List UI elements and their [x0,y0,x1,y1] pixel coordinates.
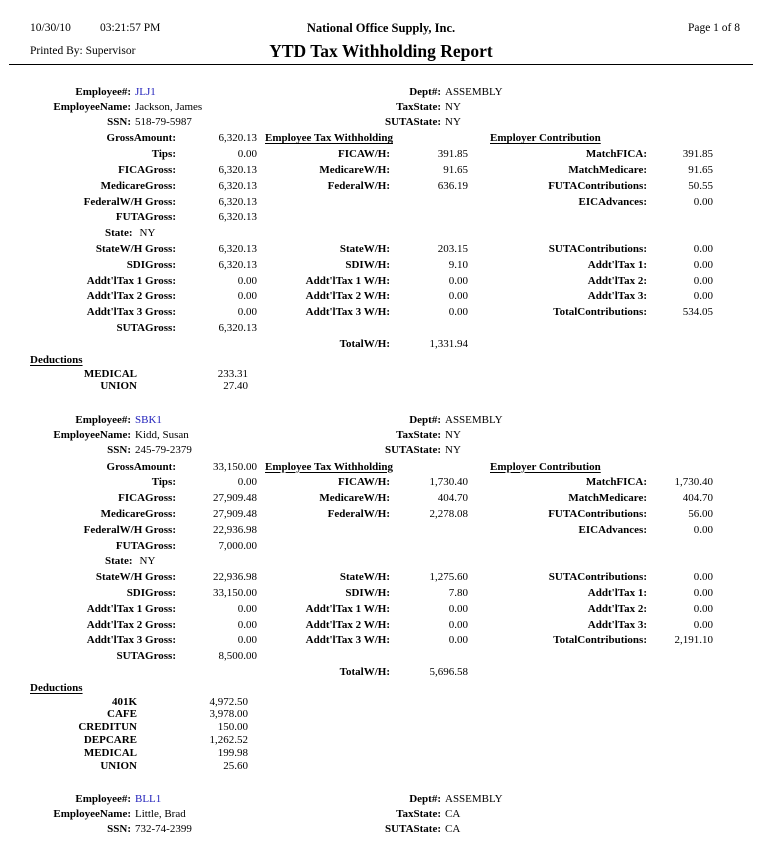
tax-row [30,274,742,290]
employee-no-label: Employee#: [75,86,131,98]
state-label: State: [105,227,133,240]
contribution-value: 0.00 [693,242,713,255]
withholding-value: 91.65 [443,163,468,176]
withholding-value: 391.85 [437,148,468,161]
gross-label: SDIGross: [126,586,176,599]
contribution-label: FUTAContributions: [548,179,647,192]
deduction-row [30,380,742,393]
dept-value: ASSEMBLY [445,86,503,98]
tax-row [30,163,742,179]
withholding-value: 7.80 [448,586,468,599]
deduction-row [30,368,742,381]
suta-state-label: SUTAState: [384,823,441,836]
dept-label: Dept#: [409,793,441,806]
tax-row [30,210,742,226]
employee-name-value: Kidd, Susan [135,428,189,441]
print-date: 10/30/10 [30,22,71,34]
gross-label: Addt'lTax 2 Gross: [86,290,176,303]
withholding-label: TotalW/H: [339,337,390,350]
state-inline [105,274,112,290]
gross-value: 6,320.13 [218,132,257,145]
withholding-label: TotalW/H: [339,665,390,678]
employee-ssn-row [30,443,742,458]
deduction-label: DEPCARE [83,734,137,747]
tax-row [30,305,742,321]
tax-state-value: NY [445,428,461,441]
gross-value: 0.00 [237,618,257,631]
employee-no-label: Employee#: [75,414,131,427]
withholding-label: FICAW/H: [338,148,390,161]
printed-by-label: Printed By: [30,45,83,57]
withholding-value: 636.19 [437,179,468,192]
gross-value: 6,320.13 [218,211,257,224]
withholding-value: 203.15 [437,242,468,255]
deductions-header: Deductions [30,681,83,694]
ssn-value: 518-79-5987 [135,115,192,128]
deduction-value: 150.00 [217,721,248,734]
deduction-label: CREDITUN [78,721,137,734]
tax-row [30,507,742,523]
gross-label: FUTAGross: [115,539,176,552]
report-header [0,0,762,66]
employee-no-link[interactable]: BLL1 [135,793,162,806]
employee-id-row [30,792,742,807]
tax-state-label: TaxState: [396,428,441,441]
tax-row [30,554,742,570]
state-inline [105,507,112,523]
deductions-rows [30,368,742,394]
state-inline [105,475,112,491]
employee-no-link[interactable]: SBK1 [135,414,162,427]
contribution-value: 56.00 [688,507,713,520]
withholding-label: Addt'lTax 2 W/H: [305,290,390,303]
withholding-value: 404.70 [437,492,468,505]
tax-state-label: TaxState: [396,100,441,113]
deduction-value: 233.31 [217,367,248,380]
withholding-label: Addt'lTax 2 W/H: [305,618,390,631]
contribution-value: 0.00 [693,523,713,536]
state-inline [105,460,112,476]
gross-label: StateW/H Gross: [95,571,176,584]
printed-by-value: Supervisor [85,45,136,57]
withholding-label: FederalW/H: [327,179,390,192]
contribution-value: 0.00 [693,602,713,615]
dept-value: ASSEMBLY [445,414,503,427]
tax-row [30,321,742,337]
employer-contribution-header: Employer Contribution [490,460,601,473]
state-inline [105,337,112,353]
employee-block [30,85,742,393]
state-inline [105,665,112,681]
contribution-value: 0.00 [693,290,713,303]
gross-label: Tips: [151,476,176,489]
state-value: NY [139,555,156,568]
contribution-label: MatchFICA: [585,476,647,489]
deduction-label: MEDICAL [83,746,137,759]
state-inline [105,618,112,634]
tax-state-label: TaxState: [396,808,441,821]
withholding-value: 0.00 [448,306,468,319]
employee-name-row [30,807,742,822]
employee-name-value: Little, Brad [135,808,186,821]
deduction-value: 25.60 [223,759,248,772]
tax-state-value: NY [445,100,461,113]
withholding-label: StateW/H: [339,242,390,255]
withholding-label: MedicareW/H: [319,163,390,176]
contribution-label: TotalContributions: [553,306,647,319]
contribution-label: Addt'lTax 2: [587,274,647,287]
gross-label: StateW/H Gross: [95,242,176,255]
state-inline [105,491,112,507]
employee-tax-withholding-header: Employee Tax Withholding [265,132,393,145]
gross-value: 22,936.98 [213,523,257,536]
gross-value: 22,936.98 [213,571,257,584]
contribution-label: TotalContributions: [553,634,647,647]
employee-ssn-row [30,115,742,130]
state-inline [105,242,112,258]
gross-label: GrossAmount: [106,132,176,145]
employee-tax-rows [30,131,742,352]
tax-row [30,618,742,634]
contribution-value: 0.00 [693,618,713,631]
withholding-value: 0.00 [448,634,468,647]
tax-row [30,570,742,586]
withholding-value: 2,278.08 [429,507,468,520]
suta-state-value: NY [445,443,461,456]
employee-no-link[interactable]: JLJ1 [135,86,156,98]
state-inline [105,539,112,555]
tax-row [30,179,742,195]
gross-label: MedicareGross: [100,507,176,520]
suta-state-label: SUTAState: [384,115,441,128]
contribution-value: 404.70 [682,492,713,505]
state-label: State: [105,555,133,568]
deductions-section [30,839,742,849]
gross-label: SUTAGross: [116,321,176,334]
employer-contribution-header: Employer Contribution [490,132,601,145]
deduction-row [30,721,742,734]
withholding-value: 9.10 [448,258,468,271]
state-inline [105,195,112,211]
state-inline [105,570,112,586]
contribution-label: Addt'lTax 3: [587,618,647,631]
deduction-row [30,747,742,760]
employee-block [30,413,742,772]
gross-value: 6,320.13 [218,242,257,255]
gross-label: SUTAGross: [116,650,176,663]
gross-label: FUTAGross: [115,211,176,224]
tax-row [30,226,742,242]
deduction-value: 3,978.00 [209,708,248,721]
ssn-label: SSN: [107,115,131,128]
gross-value: 0.00 [237,602,257,615]
contribution-value: 0.00 [693,258,713,271]
tax-row [30,258,742,274]
employee-name-label: EmployeeName: [53,428,131,441]
employee-tax-withholding-header: Employee Tax Withholding [265,460,393,473]
tax-state-value: CA [445,808,461,821]
dept-value: ASSEMBLY [445,793,503,806]
deductions-rows [30,696,742,773]
tax-row [30,475,742,491]
state-inline [105,586,112,602]
gross-label: FICAGross: [118,492,176,505]
contribution-label: MatchMedicare: [568,492,647,505]
state-inline [105,633,112,649]
tax-row [30,289,742,305]
withholding-value: 0.00 [448,274,468,287]
contribution-value: 0.00 [693,274,713,287]
gross-label: Addt'lTax 3 Gross: [86,634,176,647]
gross-value: 33,150.00 [213,460,257,473]
contribution-value: 0.00 [693,195,713,208]
gross-value: 6,320.13 [218,321,257,334]
tax-row [30,337,742,353]
gross-value: 0.00 [237,148,257,161]
ssn-label: SSN: [107,823,131,836]
gross-value: 0.00 [237,274,257,287]
tax-row [30,633,742,649]
gross-value: 6,320.13 [218,179,257,192]
withholding-value: 0.00 [448,602,468,615]
gross-label: Tips: [151,148,176,161]
gross-value: 8,500.00 [218,650,257,663]
contribution-value: 1,730.40 [674,476,713,489]
gross-value: 0.00 [237,306,257,319]
contribution-value: 2,191.10 [674,634,713,647]
deduction-row [30,734,742,747]
tax-row [30,665,742,681]
withholding-label: Addt'lTax 3 W/H: [305,634,390,647]
deduction-label: UNION [100,380,137,393]
contribution-label: FUTAContributions: [548,507,647,520]
suta-state-label: SUTAState: [384,443,441,456]
suta-state-value: NY [445,115,461,128]
tax-row [30,523,742,539]
gross-value: 6,320.13 [218,258,257,271]
deduction-value: 199.98 [217,746,248,759]
deduction-value: 1,262.52 [209,734,248,747]
page-indicator: Page 1 of 8 [687,22,740,34]
ssn-value: 732-74-2399 [135,823,192,836]
gross-value: 0.00 [237,476,257,489]
employee-name-row [30,100,742,115]
gross-label: Addt'lTax 2 Gross: [86,618,176,631]
ssn-value: 245-79-2379 [135,443,192,456]
state-inline [105,131,112,147]
contribution-label: Addt'lTax 1: [587,258,647,271]
contribution-value: 0.00 [693,586,713,599]
print-time: 03:21:57 PM [100,22,161,34]
contribution-label: MatchFICA: [585,148,647,161]
contribution-value: 534.05 [682,306,713,319]
contribution-label: EICAdvances: [578,523,647,536]
deduction-row [30,760,742,773]
withholding-label: MedicareW/H: [319,492,390,505]
withholding-label: FICAW/H: [338,476,390,489]
employee-no-label: Employee#: [75,793,131,806]
state-inline [105,305,112,321]
state-inline [105,602,112,618]
state-inline [105,210,112,226]
gross-value: 0.00 [237,290,257,303]
withholding-value: 1,730.40 [429,476,468,489]
employee-name-row [30,428,742,443]
tax-row [30,195,742,211]
contribution-value: 91.65 [688,163,713,176]
company-name: National Office Supply, Inc. [306,21,456,35]
contribution-label: EICAdvances: [578,195,647,208]
contribution-label: Addt'lTax 1: [587,586,647,599]
tax-row [30,586,742,602]
gross-label: FICAGross: [118,163,176,176]
deduction-label: MEDICAL [83,367,137,380]
gross-label: SDIGross: [126,258,176,271]
deduction-label: UNION [100,759,137,772]
employee-name-label: EmployeeName: [53,808,131,821]
tax-row [30,491,742,507]
state-inline [105,258,112,274]
withholding-value: 5,696.58 [429,665,468,678]
withholding-value: 1,331.94 [429,337,468,350]
withholding-value: 0.00 [448,290,468,303]
employee-id-row [30,413,742,428]
state-inline [105,147,112,163]
deduction-label: CAFE [107,708,137,721]
withholding-value: 0.00 [448,618,468,631]
deduction-row [30,708,742,721]
gross-label: FederalW/H Gross: [83,195,176,208]
dept-label: Dept#: [409,86,441,98]
contribution-value: 391.85 [682,148,713,161]
withholding-label: Addt'lTax 3 W/H: [305,306,390,319]
contribution-label: SUTAContributions: [548,571,647,584]
deductions-header [30,839,742,849]
gross-label: Addt'lTax 3 Gross: [86,306,176,319]
gross-label: Addt'lTax 1 Gross: [86,274,176,287]
gross-label: MedicareGross: [100,179,176,192]
gross-value: 7,000.00 [218,539,257,552]
contribution-label: Addt'lTax 2: [587,602,647,615]
tax-row [30,602,742,618]
state-inline [105,163,112,179]
withholding-label: FederalW/H: [327,507,390,520]
tax-row [30,147,742,163]
contribution-value: 0.00 [693,571,713,584]
withholding-label: Addt'lTax 1 W/H: [305,274,390,287]
deduction-label: 401K [111,695,137,708]
gross-value: 6,320.13 [218,163,257,176]
gross-value: 0.00 [237,634,257,647]
state-inline [105,554,155,570]
contribution-label: MatchMedicare: [568,163,647,176]
deduction-value: 4,972.50 [209,695,248,708]
contribution-label: SUTAContributions: [548,242,647,255]
tax-row [30,131,742,147]
tax-row [30,242,742,258]
employee-ssn-row [30,822,742,837]
withholding-label: SDIW/H: [345,258,390,271]
state-inline [105,226,155,242]
tax-row [30,649,742,665]
contribution-label: Addt'lTax 3: [587,290,647,303]
withholding-label: SDIW/H: [345,586,390,599]
deductions-header: Deductions [30,353,83,366]
withholding-label: StateW/H: [339,571,390,584]
deductions-section [30,681,742,773]
withholding-value: 1,275.60 [429,571,468,584]
state-inline [105,179,112,195]
employee-block [30,792,742,849]
gross-value: 27,909.48 [213,507,257,520]
gross-label: Addt'lTax 1 Gross: [86,602,176,615]
gross-label: FederalW/H Gross: [83,523,176,536]
deduction-row [30,696,742,709]
state-inline [105,321,112,337]
gross-value: 33,150.00 [213,586,257,599]
gross-label: GrossAmount: [106,460,176,473]
ssn-label: SSN: [107,443,131,456]
state-value: NY [139,227,156,240]
deduction-value: 27.40 [223,380,248,393]
state-inline [105,289,112,305]
employee-name-value: Jackson, James [135,100,203,113]
gross-value: 6,320.13 [218,195,257,208]
report-body [30,65,742,849]
contribution-value: 50.55 [688,179,713,192]
tax-row [30,460,742,476]
gross-value: 27,909.48 [213,492,257,505]
deductions-section [30,353,742,394]
tax-row [30,539,742,555]
state-inline [105,523,112,539]
report-title: YTD Tax Withholding Report [269,41,493,61]
withholding-label: Addt'lTax 1 W/H: [305,602,390,615]
state-inline [105,649,112,665]
employee-name-label: EmployeeName: [53,100,131,113]
suta-state-value: CA [445,823,461,836]
dept-label: Dept#: [409,414,441,427]
employee-id-row [30,85,742,100]
employee-tax-rows [30,460,742,681]
